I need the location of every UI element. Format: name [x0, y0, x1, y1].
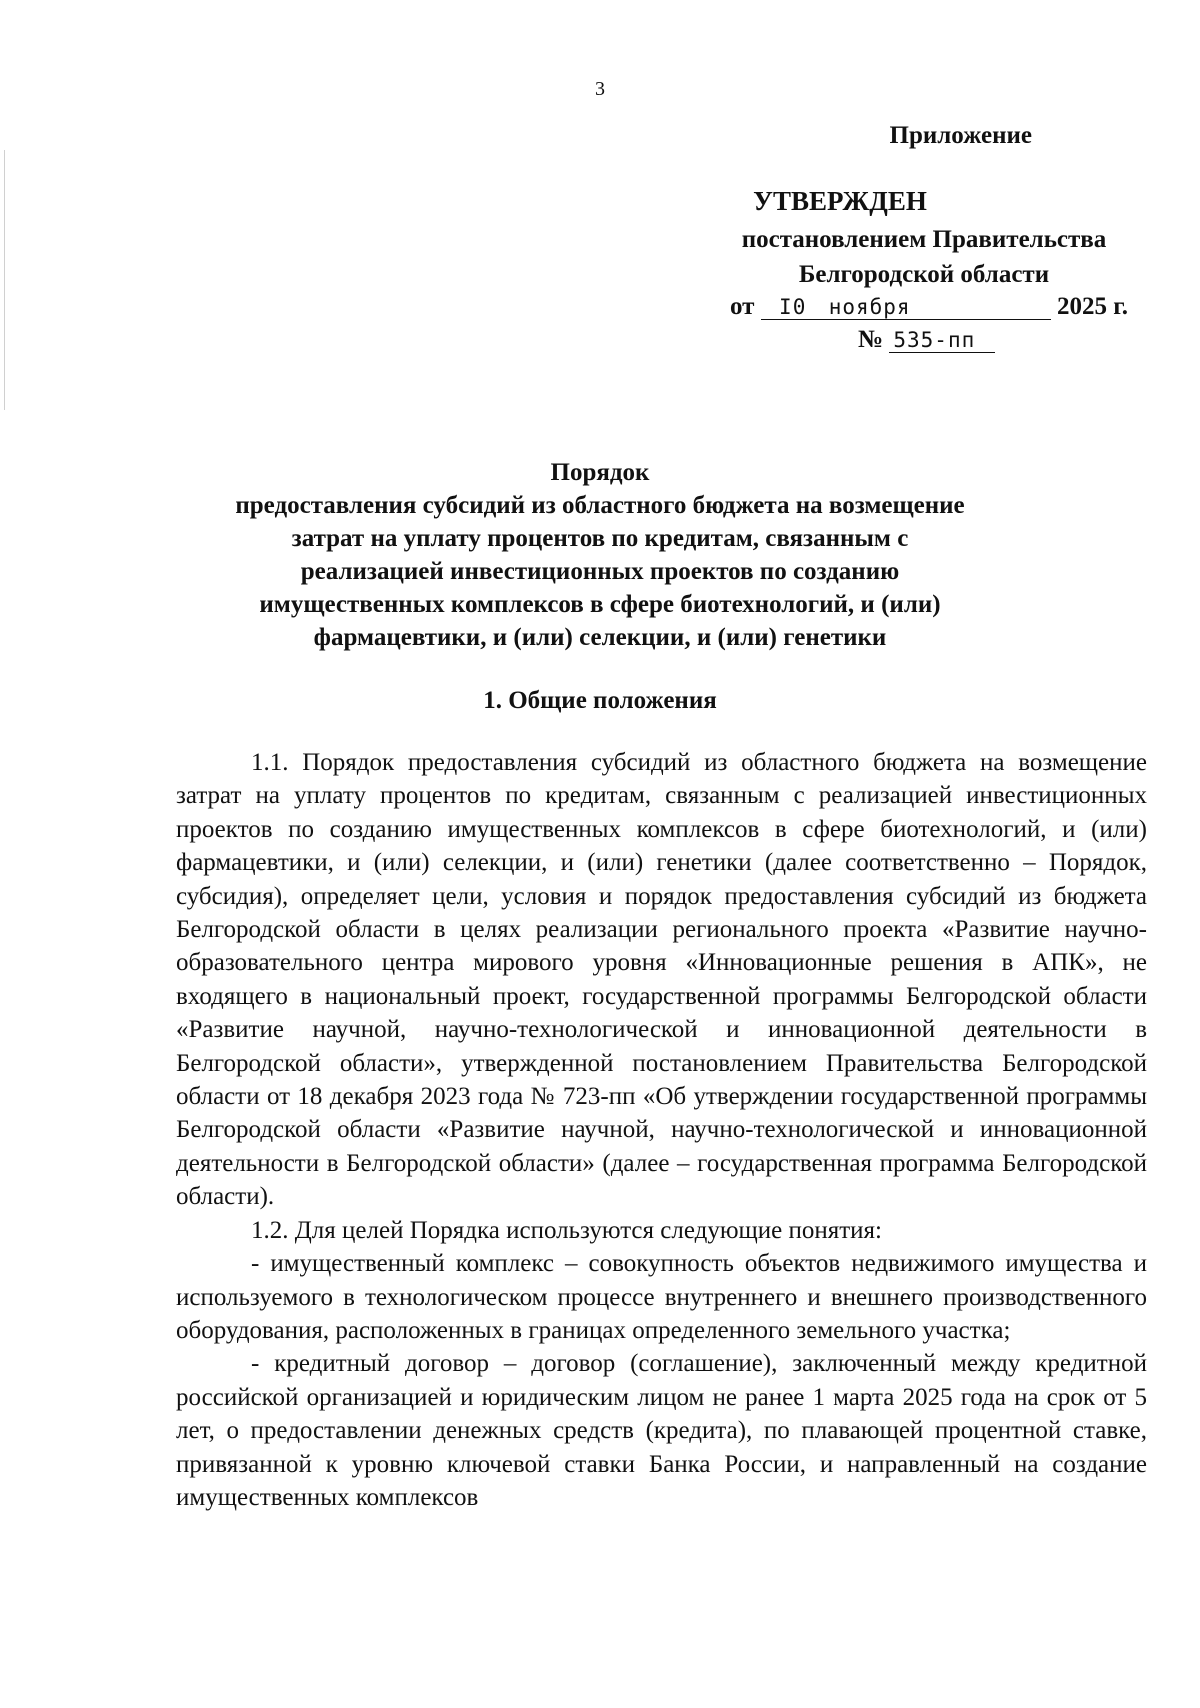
definition-credit-agreement: - кредитный договор – договор (соглашение), заключенный между кредитной российской организацией и юридическим лицом не ранее 1 марта 2025 года на срок от 5 лет, о предоставлении денежных средств (кредита), по плавающей процентной ставке, привязанной к уровню ключевой ставки Банка России, и направленный на создание имущественных комплексов	[176, 1350, 1147, 1511]
decree-number	[858, 326, 995, 354]
approved-by-line-1: постановлением Правительства	[741, 226, 1107, 253]
section-heading: 1. Общие положения	[483, 687, 717, 714]
definition-property-complex: - имущественный комплекс – совокупность объектов недвижимого имущества и используемого в технологическом процессе внутреннего и внешнего производственного оборудования, расположенных в границах определенного земельного участка;	[176, 1250, 1147, 1344]
paragraph-1-2: 1.2. Для целей Порядка используются следующие понятия:	[251, 1216, 882, 1244]
date-month: ноября	[825, 295, 1051, 320]
paragraph-1-1: 1.1. Порядок предоставления субсидий из областного бюджета на возмещение затрат на уплату процентов по кредитам, связанным с реализацией инвестиционных проектов по созданию имущественных комплексов в сфере биотехнологий, и (или) фармацевтики, и (или) селекции, и (или) генетики (далее соответственно – Порядок, субсидия), определяет цели, условия и порядок предоставления субсидий из бюджета Белгородской области в целях реализации регионального проекта «Развитие научно-образовательного центра мирового уровня «Инновационные решения в АПК», не входящего в национальный проект, государственной программы Белгородской области «Развитие научной, научно-технологической и инновационной деятельности в Белгородской области», утвержденной постановлением Правительства Белгородской области от 18 декабря 2023 года № 723-пп «Об утверждении государственной программы Белгородской области «Развитие научной, научно-технологической и инновационной деятельности в Белгородской области» (далее – государственная программа Белгородской области).	[176, 749, 1147, 1211]
number-value: 535-пп	[889, 328, 995, 353]
date-year: 2025 г.	[1056, 293, 1128, 320]
document-subtitle: предоставления субсидий из областного бюджета на возмещение затрат на уплату процентов по кредитам, связанным с реализацией инвестиционных проектов по созданию имущественных комплексов в сфере биотехнологий, и (или) фармацевтики, и (или) селекции, и (или) генетики	[235, 492, 965, 651]
number-prefix: №	[858, 326, 884, 353]
scan-margin-line	[4, 150, 5, 410]
decree-date	[730, 293, 1128, 321]
date-day: I0	[761, 295, 825, 320]
body-text	[176, 746, 1147, 1514]
page-number: 3	[595, 78, 605, 100]
approved-by-line-2: Белгородской области	[798, 261, 1050, 288]
date-prefix: от	[730, 293, 755, 320]
approved-label: УТВЕРЖДЕН	[753, 186, 927, 216]
document-title: Порядок	[550, 459, 650, 486]
attachment-label: Приложение	[889, 122, 1032, 149]
